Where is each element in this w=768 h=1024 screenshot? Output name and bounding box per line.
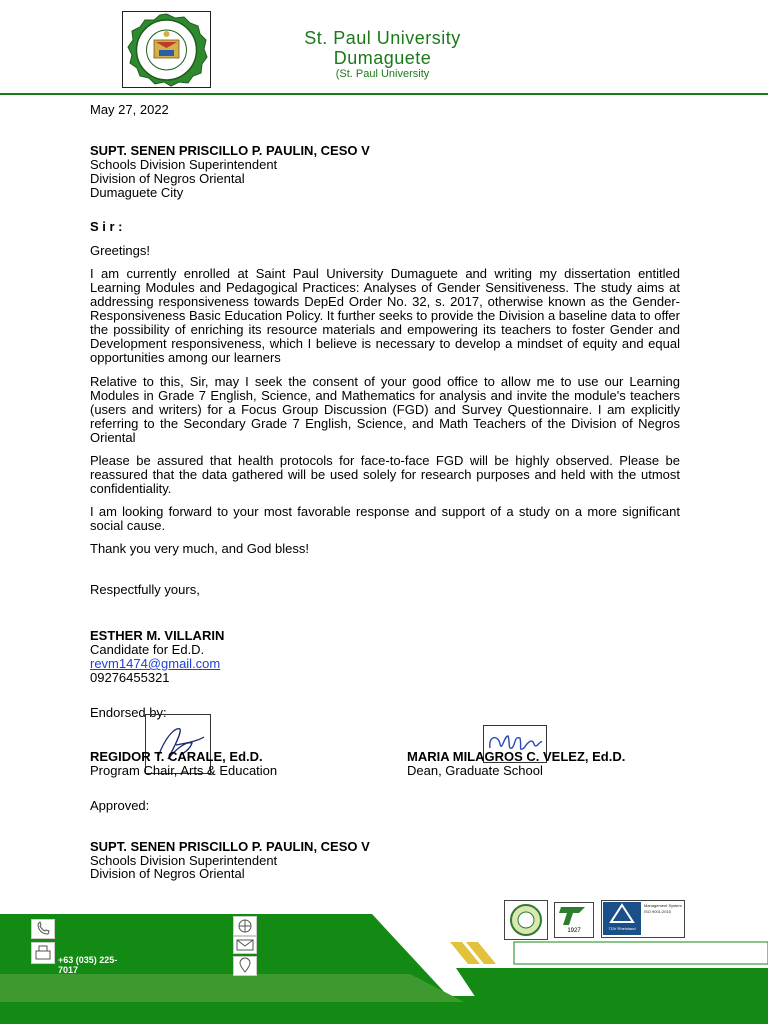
- body-paragraph-4: I am looking forward to your most favorable response and support of a study on a more significant social cause.: [90, 504, 680, 533]
- mail-icon: [233, 936, 257, 954]
- university-name: St. Paul University Dumaguete: [304, 28, 461, 68]
- letter-date: May 27, 2022: [90, 102, 169, 117]
- sender-role: Candidate for Ed.D.: [90, 642, 205, 657]
- accreditation-year: 1927: [567, 928, 581, 934]
- footer-phone-2: [58, 965, 78, 969]
- greeting: Greetings!: [90, 243, 150, 258]
- endorser-2-name: MARIA MILAGROS C. VELEZ, Ed.D.: [407, 749, 626, 764]
- approved-label: Approved:: [90, 798, 150, 813]
- body-paragraph-1: I am currently enrolled at Saint Paul University Dumaguete and writing my dissertation entitled Learning Modules and Pedagogical Practices: Analyses of Gender Sensitiveness. The study aims at addressing responsiveness towards DepEd Order No. 32, s. 2017, otherwise known as the Gender-Responsiveness Basic Education Policy. It further seeks to provide the Division a baseline data to offer the possibility of enriching its resource materials and empowering its teachers to foster Gender and Development responsiveness, which I believe is necessary to develop a mindset of equity and equal opportunities among our learners: [90, 266, 680, 365]
- header-divider: [0, 93, 768, 95]
- university-subtitle: (St. Paul University: [335, 68, 430, 80]
- tuv-label: TÜV Rheinland: [608, 926, 636, 931]
- approver-name: SUPT. SENEN PRISCILLO P. PAULIN, CESO V: [90, 839, 370, 854]
- endorser-2-title: Dean, Graduate School: [407, 763, 543, 778]
- recipient-city: Dumaguete City: [90, 185, 184, 200]
- seal-badge-icon: [504, 900, 548, 940]
- recipient-division: Division of Negros Oriental: [90, 171, 245, 186]
- mgmt-system-label: Management System ISO 9001:2015: [644, 903, 682, 914]
- sender-phone: 09276455321: [90, 670, 170, 685]
- recipient-name: SUPT. SENEN PRISCILLO P. PAULIN, CESO V: [90, 143, 370, 158]
- location-icon: [233, 956, 257, 976]
- footer: [0, 903, 768, 1024]
- closing-line: Respectfully yours,: [90, 582, 200, 597]
- approver-division: Division of Negros Oriental: [90, 866, 245, 881]
- tuv-certification-logo: [601, 900, 685, 938]
- approver-title: Schools Division Superintendent: [90, 853, 278, 868]
- endorsed-label: Endorsed by:: [90, 705, 167, 720]
- sender-email-link[interactable]: revm1474@gmail.com: [90, 656, 221, 671]
- accreditation-logo: [554, 902, 594, 938]
- university-seal-logo: [122, 11, 211, 88]
- thanks-line: Thank you very much, and God bless!: [90, 541, 309, 556]
- phone-icon: [31, 919, 55, 939]
- endorser-1-title: Program Chair, Arts & Education: [90, 763, 278, 778]
- footer-phone: +63 (035) 225-: [58, 955, 118, 965]
- globe-icon: [233, 916, 257, 936]
- fax-icon: [31, 942, 55, 964]
- tuv-triangle-icon: [603, 902, 641, 935]
- endorser-1-name: REGIDOR T. CARALE, Ed.D.: [90, 749, 263, 764]
- body-paragraph-2: Relative to this, Sir, may I seek the consent of your good office to allow me to use our Learning Modules in Grade 7 English, Science, and Mathematics for analysis and invite the module's teachers (users and writers) for a Focus Group Discussion (FGD) and Survey Questionnaire. I am explicitly referring to the Secondary Grade 7 English, Science, and Math Teachers of the Division of Negros Oriental: [90, 374, 680, 445]
- recipient-title: Schools Division Superintendent: [90, 157, 278, 172]
- sender-name: ESTHER M. VILLARIN: [90, 628, 225, 643]
- salutation: S i r :: [90, 219, 123, 234]
- body-paragraph-3: Please be assured that health protocols for face-to-face FGD will be highly observed. Please be reassured that the data gathered will be used solely for research purposes and held with the utmost confidentiality.: [90, 453, 680, 496]
